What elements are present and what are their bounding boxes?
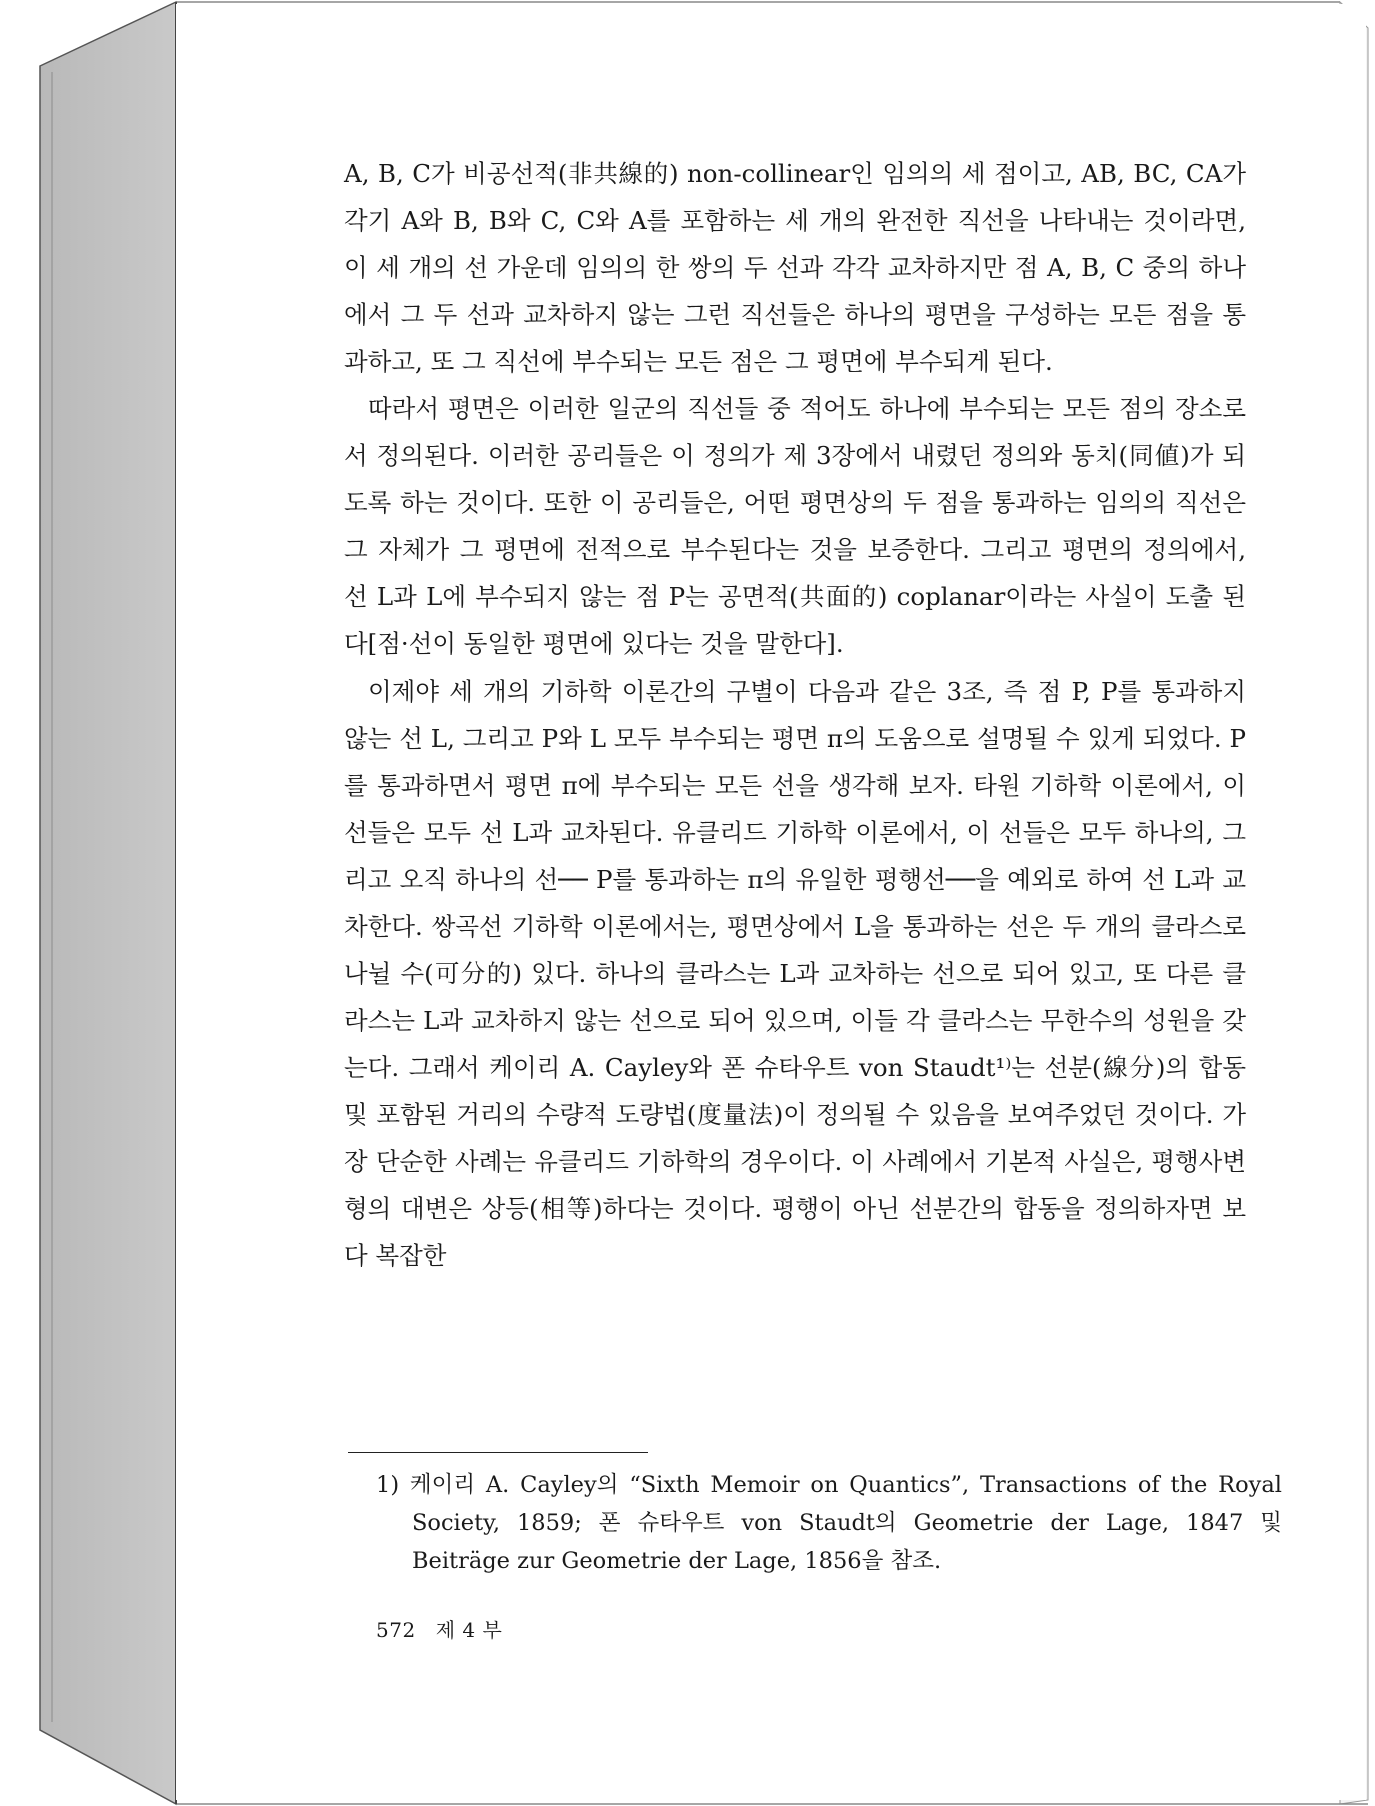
paragraph-1: A, B, C가 비공선적(非共線的) non-collinear인 임의의 세 점이고, AB, BC, CA가 각기 A와 B, B와 C, C와 A를 포함하는 세 개의 완전한 직선을 나타내는 것이라면, 이 세 개의 선 가운데 임의의 한 쌍의 두 선과 각각 교차하지만 점 A, B, C 중의 하나에서 그 두 선과 교차하지 않는 그런 직선들은 하나의 평면을 구성하는 모든 점을 통과하고, 또 그 직선에 부수되는 모든 점은 그 평면에 부수되게 된다. xyxy=(344,159,1246,377)
book-spine xyxy=(40,2,176,1804)
page-footer xyxy=(376,1614,502,1643)
paragraph-3: 이제야 세 개의 기하학 이론간의 구별이 다음과 같은 3조, 즉 점 P, P를 통과하지 않는 선 L, 그리고 P와 L 모두 부수되는 평면 π의 도움으로 설명될 수 있게 되었다. P를 통과하면서 평면 π에 부수되는 모든 선을 생각해 보자. 타원 기하학 이론에서, 이 선들은 모두 선 L과 교차된다. 유클리드 기하학 이론에서, 이 선들은 모두 하나의, 그리고 오직 하나의 선── P를 통과하는 π의 유일한 평행선──을 예외로 하여 선 L과 교차한다. 쌍곡선 기하학 이론에서는, 평면상에서 L을 통과하는 선은 두 개의 클라스로 나뉠 수(可分的) 있다. 하나의 클라스는 L과 교차하는 선으로 되어 있고, 또 다른 클라스는 L과 교차하지 않는 선으로 되어 있으며, 이들 각 클라스는 무한수의 성원을 갖는다. 그래서 케이리 A. Cayley와 폰 슈타우트 von Staudt¹⁾는 선분(線分)의 합동 및 포함된 거리의 수량적 도량법(度量法)이 정의될 수 있음을 보여주었던 것이다. 가장 단순한 사례는 유클리드 기하학의 경우이다. 이 사례에서 기본적 사실은, 평행사변형의 대변은 상등(相等)하다는 것이다. 평행이 아닌 선분간의 합동을 정의하자면 보다 복잡한 xyxy=(344,676,1246,1271)
footnote: 1) 케이리 A. Cayley의 “Sixth Memoir on Quantics”, Transactions of the Royal Society, 1859; 폰 슈타우트 von Staudt의 Geometrie der Lage, 1847 및 Beiträge zur Geometrie der Lage, 1856을 참조. xyxy=(376,1472,1282,1574)
footnote-divider xyxy=(348,1452,648,1453)
body-text xyxy=(344,150,1246,1279)
page-number: 572 xyxy=(376,1618,416,1642)
paragraph-2: 따라서 평면은 이러한 일군의 직선들 중 적어도 하나에 부수되는 모든 점의 장소로서 정의된다. 이러한 공리들은 이 정의가 제 3장에서 내렸던 정의와 동치(同値)가 되도록 하는 것이다. 또한 이 공리들은, 어떤 평면상의 두 점을 통과하는 임의의 직선은 그 자체가 그 평면에 전적으로 부수된다는 것을 보증한다. 그리고 평면의 정의에서, 선 L과 L에 부수되지 않는 점 P는 공면적(共面的) coplanar이라는 사실이 도출 된다[점·선이 동일한 평면에 있다는 것을 말한다]. xyxy=(344,394,1246,659)
part-label: 제 4 부 xyxy=(435,1618,503,1642)
book-page xyxy=(176,4,1366,1800)
